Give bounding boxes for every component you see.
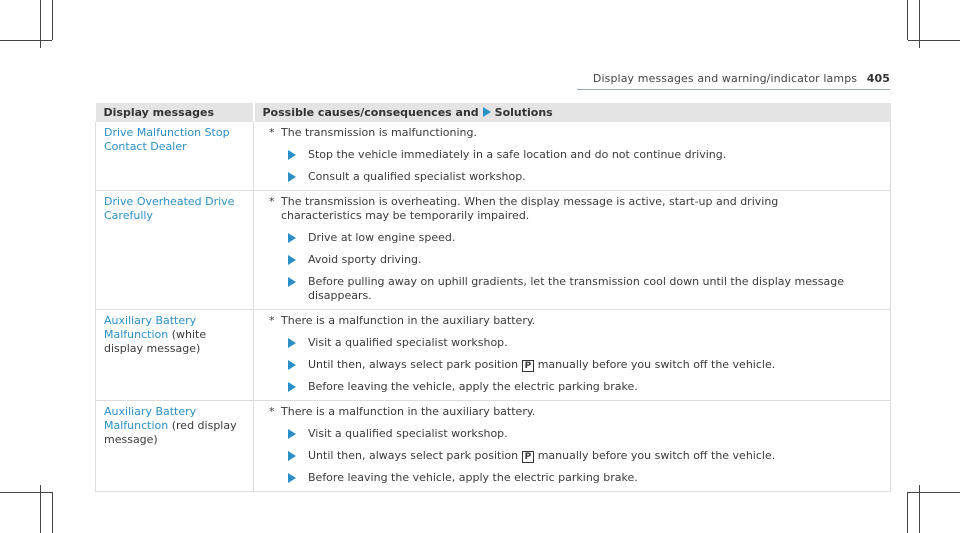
solution-step — [262, 336, 882, 350]
message-note: (red display message) — [104, 419, 237, 446]
cause-text: The transmission is malfunctioning. — [281, 126, 477, 139]
arrow-right-icon — [288, 255, 296, 265]
message-cell — [96, 401, 254, 492]
solution-step — [262, 231, 882, 245]
section-title: Display messages and warning/indicator lamps — [592, 72, 858, 85]
solution-step — [262, 275, 882, 303]
arrow-right-icon — [288, 277, 296, 287]
arrow-right-icon — [288, 338, 296, 348]
asterisk: * — [269, 195, 275, 208]
cause — [262, 195, 882, 223]
step-text: Before pulling away on uphill gradients, let the transmission cool down until the display message disappears. — [308, 275, 844, 302]
step-text: Until then, always select park position — [308, 358, 519, 371]
asterisk: * — [269, 405, 275, 418]
crop-mark — [52, 0, 53, 40]
crop-mark — [908, 40, 960, 41]
message-name: Drive Malfunction Stop Contact Dealer — [104, 126, 230, 153]
cause-text: There is a malfunction in the auxiliary battery. — [281, 405, 536, 418]
arrow-right-icon — [288, 150, 296, 160]
crop-mark — [0, 492, 52, 493]
step-text: Before leaving the vehicle, apply the electric parking brake. — [308, 380, 638, 393]
page-number: 405 — [866, 72, 890, 85]
crop-mark — [907, 492, 908, 533]
table-header-row — [96, 103, 891, 122]
arrow-right-icon — [288, 172, 296, 182]
arrow-right-icon — [288, 473, 296, 483]
message-name: Auxiliary Battery Malfunction — [104, 314, 197, 341]
arrow-right-icon — [288, 451, 296, 461]
arrow-right-icon — [483, 107, 491, 117]
solution-step — [262, 427, 882, 441]
cause-text: There is a malfunction in the auxiliary battery. — [281, 314, 536, 327]
cause — [262, 405, 882, 419]
cause — [262, 126, 882, 140]
step-text: Visit a qualified specialist workshop. — [308, 336, 508, 349]
solution-step — [262, 380, 882, 394]
crop-mark — [908, 492, 960, 493]
solution-cell — [254, 122, 891, 191]
asterisk: * — [269, 126, 275, 139]
running-header — [593, 72, 890, 85]
solution-step — [262, 253, 882, 267]
message-cell — [96, 191, 254, 310]
step-text: Drive at low engine speed. — [308, 231, 456, 244]
step-text: Consult a qualified specialist workshop. — [308, 170, 526, 183]
display-messages-table — [95, 103, 891, 492]
arrow-right-icon — [288, 382, 296, 392]
solution-cell — [254, 310, 891, 401]
solution-step — [262, 358, 882, 372]
step-text: manually before you switch off the vehicle. — [537, 449, 776, 462]
asterisk: * — [269, 314, 275, 327]
cause-text: The transmission is overheating. When the display message is active, start-up and driving characteristics may be temporarily impaired. — [281, 195, 779, 222]
step-text: Avoid sporty driving. — [308, 253, 422, 266]
col-header-display-messages: Display messages — [96, 103, 254, 122]
cause — [262, 314, 882, 328]
col-header-causes-solutions — [254, 103, 891, 122]
message-note: (white display message) — [104, 328, 207, 355]
col-header-causes: Possible causes/consequences and — [262, 106, 479, 119]
message-name: Auxiliary Battery Malfunction — [104, 405, 197, 432]
solution-step — [262, 449, 882, 463]
arrow-right-icon — [288, 429, 296, 439]
header-rule — [577, 89, 890, 90]
step-text: Before leaving the vehicle, apply the electric parking brake. — [308, 471, 638, 484]
table-row — [96, 401, 891, 492]
table-row — [96, 191, 891, 310]
message-cell — [96, 122, 254, 191]
solution-step — [262, 471, 882, 485]
step-text: Visit a qualified specialist workshop. — [308, 427, 508, 440]
col-header-solutions: Solutions — [494, 106, 553, 119]
arrow-right-icon — [288, 360, 296, 370]
park-position-icon: P — [522, 451, 535, 463]
park-position-icon: P — [522, 360, 535, 372]
message-name: Drive Overheated Drive Carefully — [104, 195, 235, 222]
solution-cell — [254, 191, 891, 310]
step-text: manually before you switch off the vehicle. — [537, 358, 776, 371]
solution-cell — [254, 401, 891, 492]
arrow-right-icon — [288, 233, 296, 243]
table-row — [96, 122, 891, 191]
solution-step — [262, 148, 882, 162]
step-text: Stop the vehicle immediately in a safe location and do not continue driving. — [308, 148, 727, 161]
solution-step — [262, 170, 882, 184]
table-row — [96, 310, 891, 401]
crop-mark — [0, 40, 52, 41]
message-cell — [96, 310, 254, 401]
step-text: Until then, always select park position — [308, 449, 519, 462]
crop-mark — [52, 492, 53, 533]
crop-mark — [907, 0, 908, 40]
